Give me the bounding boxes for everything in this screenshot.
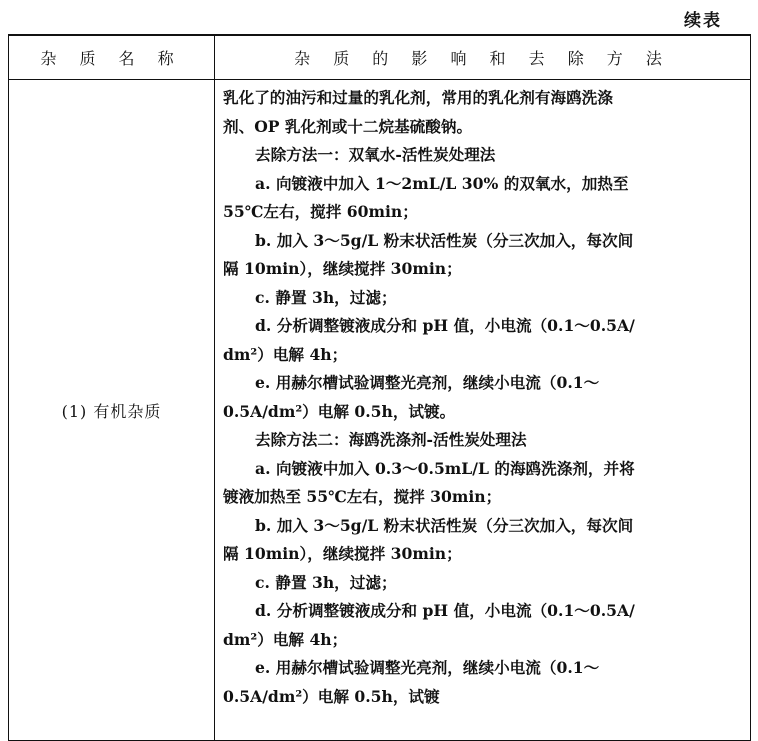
continued-label: 续表: [684, 11, 722, 31]
text-line: c. 静置 3h，过滤；: [255, 572, 397, 592]
text-line: 隔 10min），继续搅拌 30min；: [223, 544, 462, 563]
text-line: dm²）电解 4h；: [223, 344, 348, 364]
text-line: e. 用赫尔槽试验调整光亮剂，继续小电流（0.1～: [255, 373, 600, 392]
text-line: 去除方法二：海鸥洗涤剂-活性炭处理法: [255, 430, 527, 449]
text-line: d. 分析调整镀液成分和 pH 值，小电流（0.1～0.5A/: [255, 601, 635, 620]
text-line: c. 静置 3h，过滤；: [255, 287, 397, 307]
removal-method-cell: [215, 80, 751, 741]
text-line: 镀液加热至 55℃左右，搅拌 30min；: [223, 487, 502, 506]
impurity-table: [8, 34, 751, 741]
text-line: e. 用赫尔槽试验调整光亮剂，继续小电流（0.1～: [255, 658, 600, 677]
text-line: 0.5A/dm²）电解 0.5h，试镀。: [223, 401, 456, 421]
text-line: 乳化了的油污和过量的乳化剂，常用的乳化剂有海鸥洗涤: [223, 88, 613, 107]
text-line: 0.5A/dm²）电解 0.5h，试镀: [223, 686, 440, 706]
text-line: a. 向镀液中加入 1～2mL/L 30% 的双氧水，加热至: [255, 173, 629, 193]
text-line: 55℃左右，搅拌 60min；: [223, 202, 418, 221]
text-line: b. 加入 3～5g/L 粉末状活性炭（分三次加入，每次间: [255, 230, 634, 250]
text-line: a. 向镀液中加入 0.3～0.5mL/L 的海鸥洗涤剂，并将: [255, 458, 635, 478]
table-row: [9, 80, 751, 741]
text-line: 隔 10min），继续搅拌 30min；: [223, 259, 462, 278]
impurity-name-cell: (1) 有机杂质: [9, 80, 215, 741]
header-impurity-name: 杂 质 名 称: [9, 35, 215, 80]
text-line: b. 加入 3～5g/L 粉末状活性炭（分三次加入，每次间: [255, 515, 634, 535]
text-line: 去除方法一：双氧水-活性炭处理法: [255, 145, 496, 164]
text-line: 剂、OP 乳化剂或十二烷基硫酸钠。: [223, 116, 473, 136]
text-line: d. 分析调整镀液成分和 pH 值，小电流（0.1～0.5A/: [255, 316, 635, 335]
table-header-row: [9, 35, 751, 80]
header-impact-and-removal: 杂 质 的 影 响 和 去 除 方 法: [215, 35, 751, 80]
text-line: dm²）电解 4h；: [223, 629, 348, 649]
